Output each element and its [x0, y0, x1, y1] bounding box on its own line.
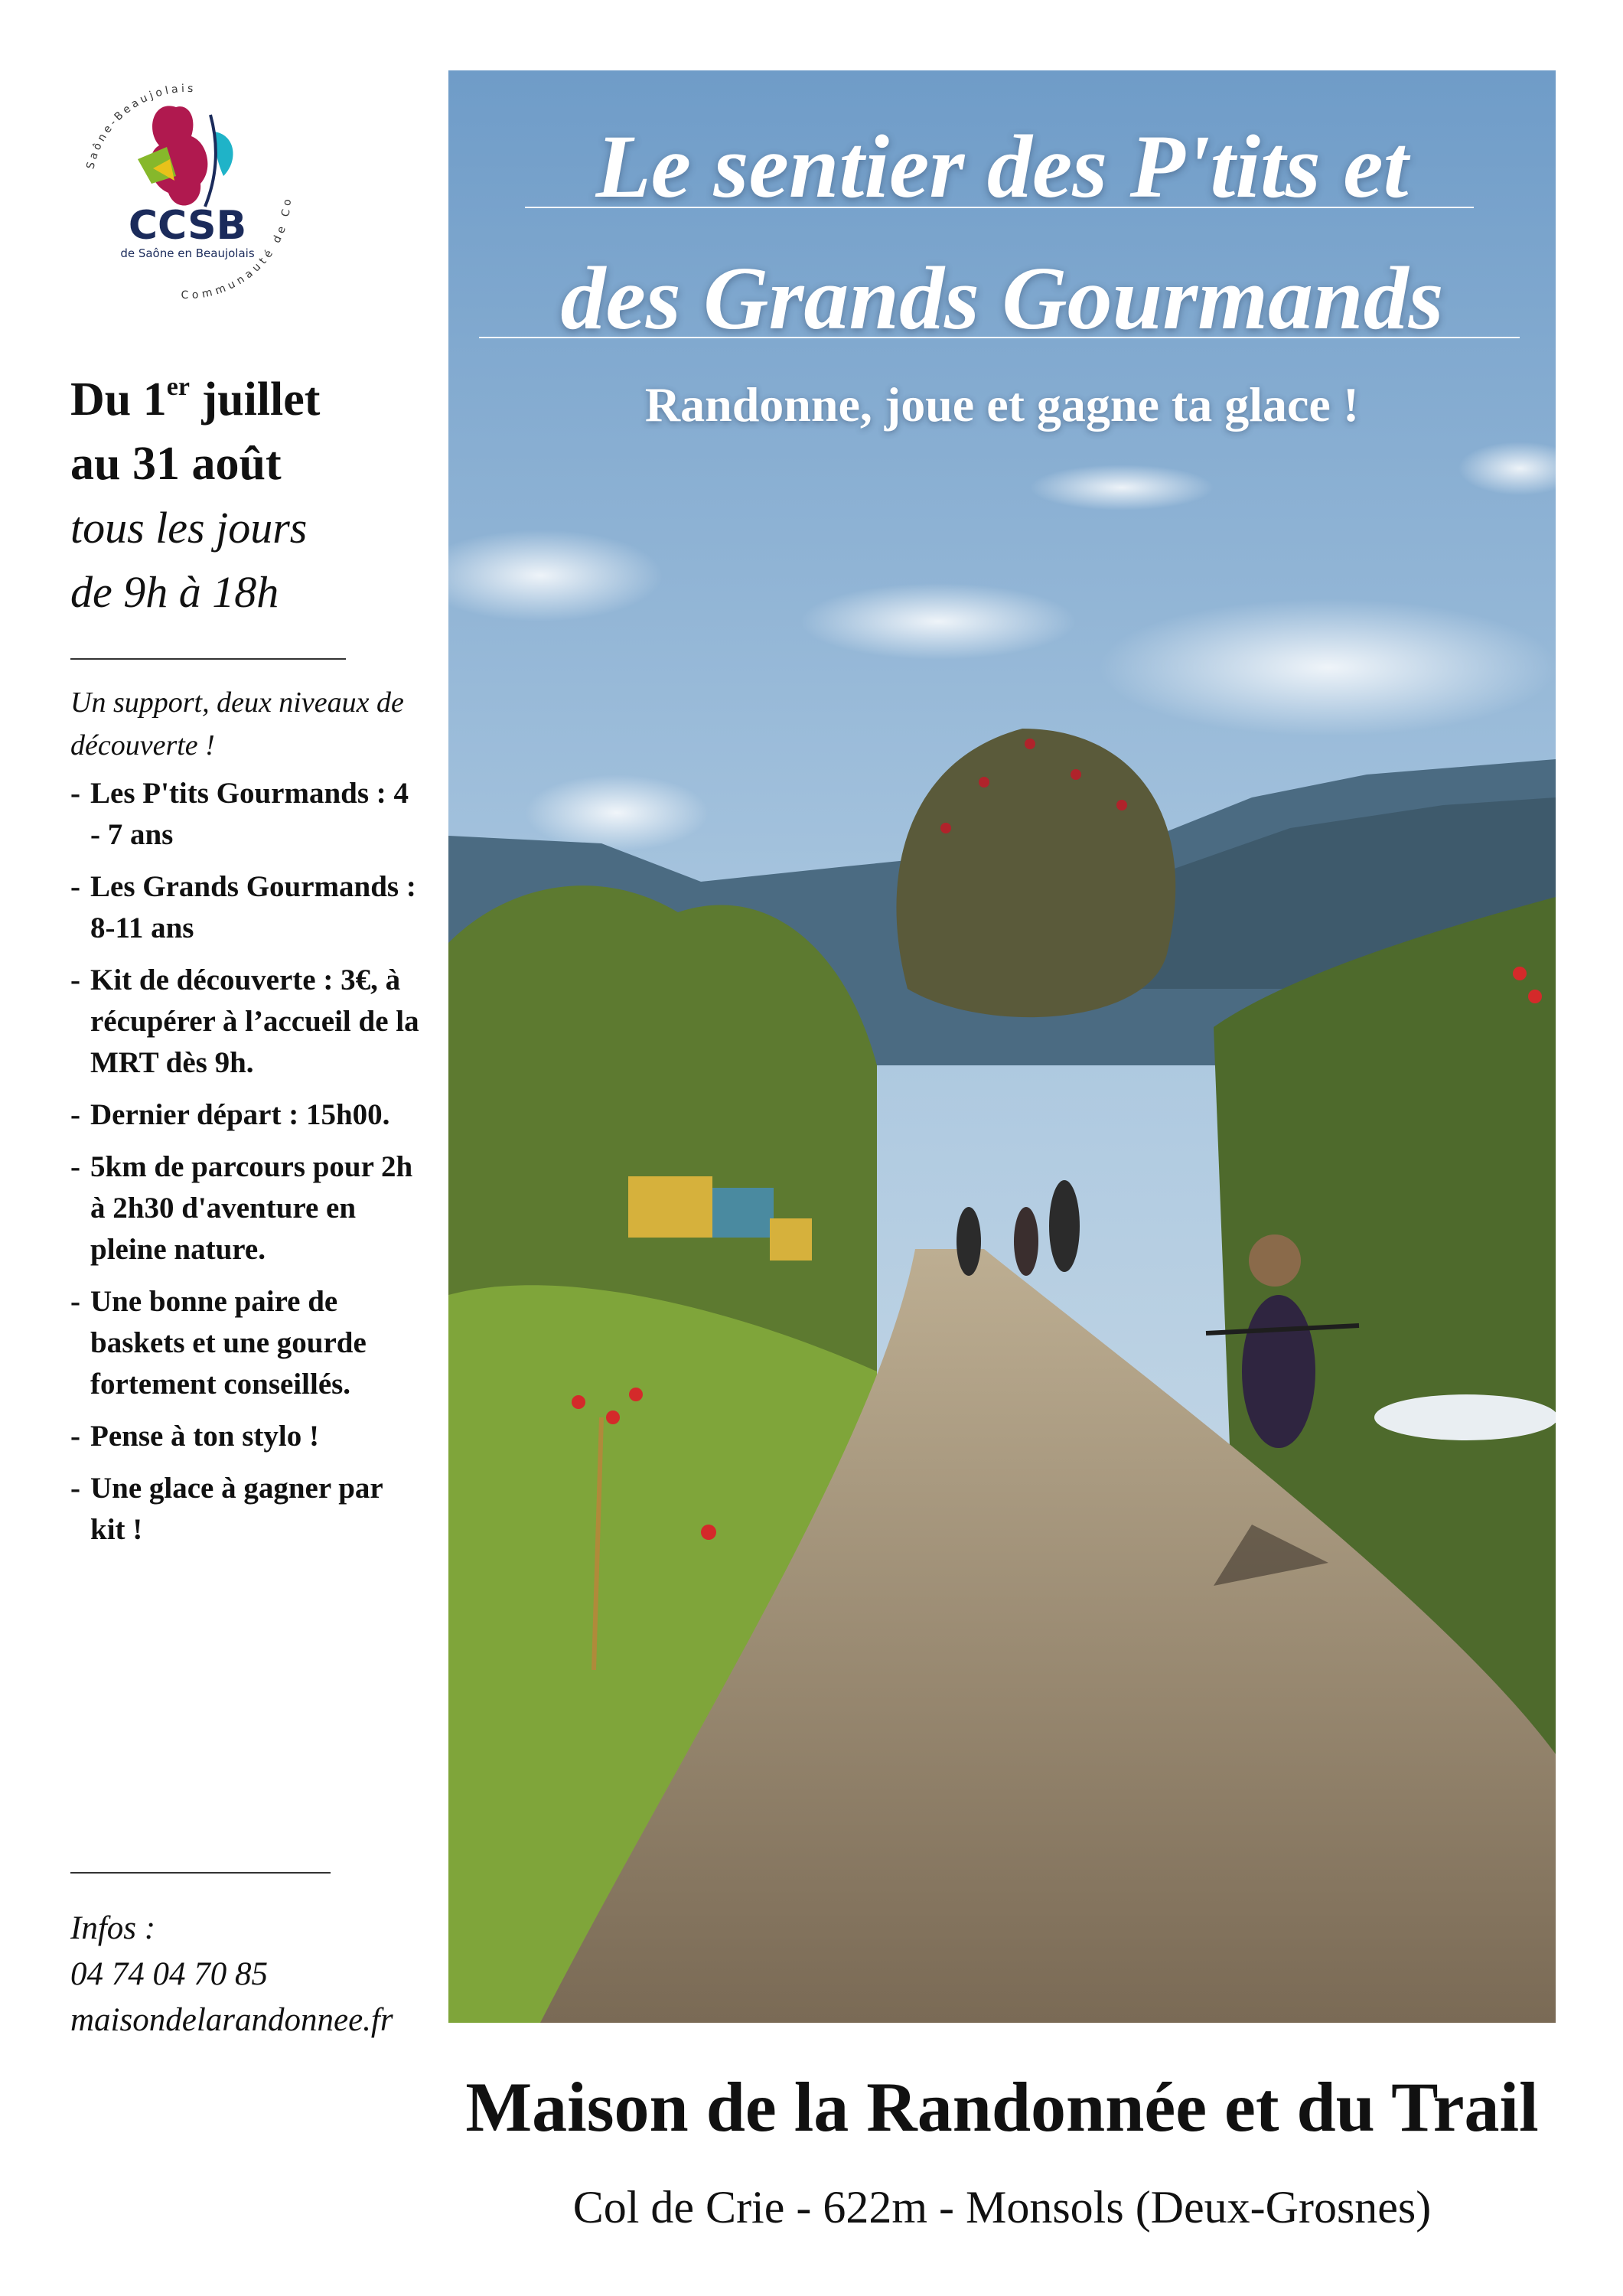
- beehive: [712, 1188, 774, 1238]
- white-flowers: [1374, 1394, 1556, 1440]
- berry: [1116, 800, 1127, 810]
- logo-acronym: CCSB: [128, 203, 247, 249]
- walker: [957, 1207, 981, 1276]
- infos-label: Infos :: [70, 1910, 156, 1946]
- dates-line-1: [70, 367, 422, 432]
- list-item: - Les Grands Gourmands : 8-11 ans: [70, 870, 416, 944]
- ccsb-logo-graphic: [61, 61, 314, 314]
- walker: [1014, 1207, 1038, 1276]
- left-column: [70, 367, 422, 625]
- list-item: - Dernier départ : 15h00.: [70, 1098, 390, 1131]
- red-berry: [1513, 967, 1527, 980]
- title-line-2: des Grands Gourmands: [560, 248, 1444, 348]
- walker: [1049, 1180, 1080, 1272]
- cloud: [1099, 598, 1556, 736]
- dates-juillet: juillet: [189, 373, 321, 426]
- dates-du: Du 1: [70, 373, 167, 426]
- poster-title: [448, 101, 1556, 364]
- list-item: - Pense à ton stylo !: [70, 1420, 319, 1453]
- child-walking: [1242, 1295, 1315, 1448]
- list-item: - Une glace à gagner par kit !: [70, 1472, 383, 1546]
- list-item: - Kit de découverte : 3€, à récupérer à l’accueil de la MRT dès 9h.: [70, 964, 419, 1079]
- intro-text: Un support, deux niveaux de découverte !: [70, 687, 404, 762]
- logo-ring-text-top: Saône-Beaujolais: [84, 82, 197, 171]
- berry: [979, 777, 989, 788]
- strawberry: [606, 1411, 620, 1424]
- dates-line-2: au 31 août: [70, 438, 282, 490]
- list-item: - 5km de parcours pour 2h à 2h30 d'aventure en pleine nature.: [70, 1150, 413, 1266]
- divider-bottom: [70, 1872, 331, 1874]
- cloud: [1030, 465, 1214, 510]
- venue-address: Col de Crie - 622m - Monsols (Deux-Grosnes): [572, 2182, 1432, 2232]
- title-line-1: Le sentier des P'tits et: [595, 116, 1409, 217]
- strawberry: [701, 1525, 716, 1540]
- logo-ring-text-bottom: Communauté de Co: [181, 194, 295, 302]
- ccsb-logo: [61, 61, 314, 314]
- beehive: [628, 1176, 712, 1238]
- contact-info: [70, 1906, 422, 2043]
- info-list: [70, 773, 422, 1561]
- website-link[interactable]: maisondelarandonnee.fr: [70, 2002, 393, 2038]
- cloud: [800, 583, 1076, 660]
- list-item: - Une bonne paire de baskets et une gourde fortement conseillés.: [70, 1285, 367, 1401]
- berry: [1071, 769, 1081, 780]
- hiking-trail-photo: [448, 70, 1556, 2023]
- hours-line-1: tous les jours: [70, 503, 308, 553]
- beehive: [770, 1218, 812, 1261]
- poster-subtitle: Randonne, joue et gagne ta glace !: [644, 377, 1360, 432]
- event-dates: [70, 367, 422, 496]
- logo-tagline: de Saône en Beaujolais: [120, 246, 255, 260]
- opening-hours: [70, 496, 422, 625]
- venue-name: Maison de la Randonnée et du Trail: [465, 2068, 1539, 2146]
- child-head: [1249, 1234, 1301, 1287]
- strawberry: [572, 1395, 585, 1409]
- cloud: [525, 775, 709, 851]
- red-berry: [1528, 990, 1542, 1003]
- strawberry: [629, 1388, 643, 1401]
- berry: [940, 823, 951, 833]
- dates-er-superscript: er: [166, 373, 190, 401]
- list-item: - Les P'tits Gourmands : 4 - 7 ans: [70, 777, 409, 851]
- divider-top: [70, 658, 346, 660]
- phone-number: 04 74 04 70 85: [70, 1956, 268, 1992]
- hours-line-2: de 9h à 18h: [70, 567, 279, 617]
- berry: [1025, 739, 1035, 749]
